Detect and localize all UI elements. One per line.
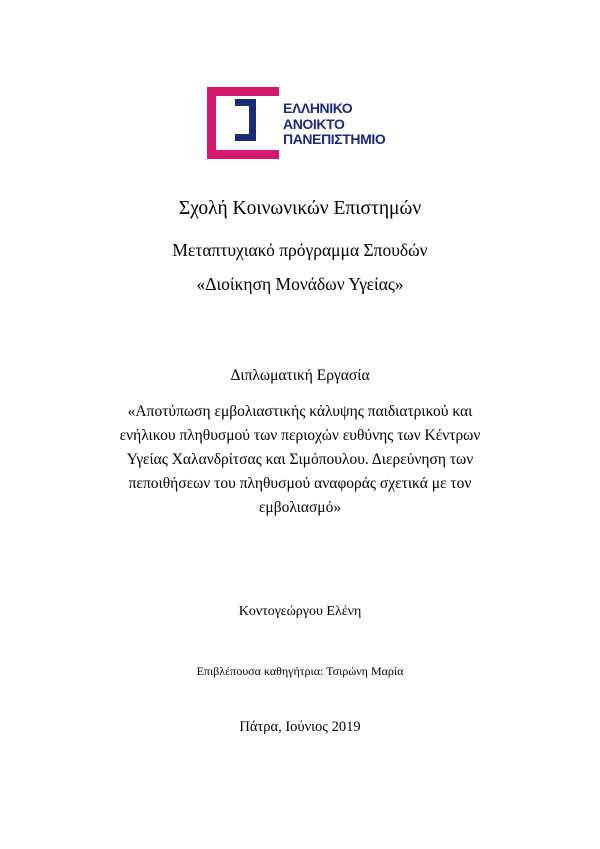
thesis-type: Διπλωματική Εργασία	[230, 367, 370, 384]
thesis-title-line: «Αποτύπωση εμβολιαστικής κάλυψης παιδιατρικού και	[127, 403, 473, 420]
logo-line-2: ΑΝΟΙΚΤΟ	[283, 115, 345, 132]
program-name: «Διοίκηση Μονάδων Υγείας»	[196, 274, 404, 294]
program-title: Μεταπτυχιακό πρόγραμμα Σπουδών	[172, 240, 428, 260]
thesis-title-line: εμβολιασμό»	[258, 499, 342, 516]
thesis-title-line: ενήλικου πληθυσμού των περιοχών ευθύνης των Κέντρων	[119, 427, 481, 444]
thesis-title	[100, 400, 500, 520]
university-logo-icon	[207, 87, 279, 159]
logo-line-3: ΠΑΝΕΠΙΣΤΗΜΙΟ	[283, 131, 386, 147]
author-name: Κοντογεώργου Ελένη	[238, 604, 362, 619]
university-logo	[207, 87, 397, 159]
thesis-title-line: Υγείας Χαλανδρίτσας και Σιμόπουλου. Διερεύνηση των	[126, 451, 474, 468]
logo-wordmark	[283, 101, 385, 148]
supervisor: Επιβλέπουσα καθηγήτρια: Τσιρώνη Μαρία	[196, 664, 404, 678]
logo-line-1: ΕΛΛΗΝΙΚΟ	[283, 100, 353, 116]
place-date: Πάτρα, Ιούνιος 2019	[239, 719, 361, 735]
school-name: Σχολή Κοινωνικών Επιστημών	[178, 198, 422, 219]
thesis-title-line: πεποιθήσεων του πληθυσμού αναφοράς σχετικά με τον	[128, 475, 472, 492]
